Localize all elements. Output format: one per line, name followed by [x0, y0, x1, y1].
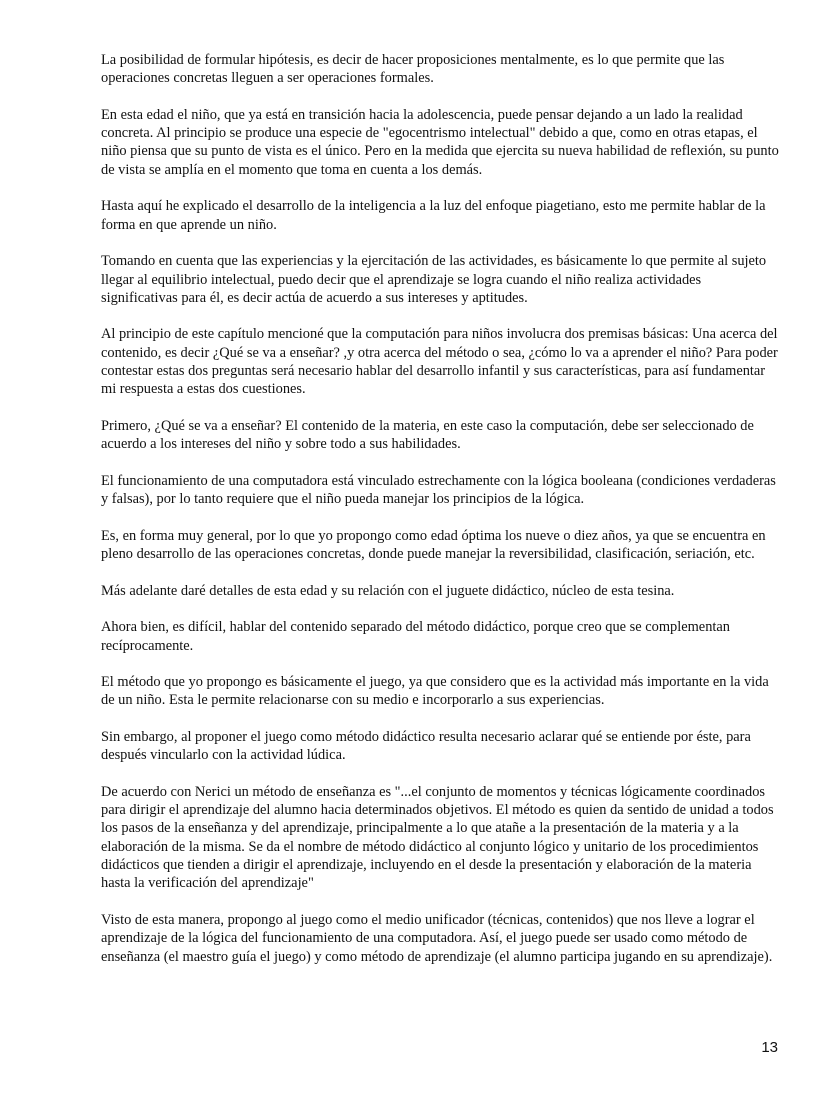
paragraph: Es, en forma muy general, por lo que yo propongo como edad óptima los nueve o diez años, ya que se encuentra en pleno desarrollo de las operaciones concretas, donde puede manejar la reversibilidad, clasificación, seriación, etc.: [101, 527, 766, 563]
page-number: 13: [761, 1039, 778, 1056]
paragraph: La posibilidad de formular hipótesis, es decir de hacer proposiciones mentalmente, es lo que permite que las operaciones concretas lleguen a ser operaciones formales.: [101, 52, 725, 87]
page-body: [101, 51, 781, 984]
paragraph: Sin embargo, al proponer el juego como método didáctico resulta necesario aclarar qué se entiende por éste, para después vincularlo con la actividad lúdica.: [101, 728, 751, 764]
paragraph: Visto de esta manera, propongo al juego como el medio unificador (técnicas, contenidos) que nos lleve a lograr el aprendizaje de la lógica del funcionamiento de una computadora. Así, el juego puede ser usado como método de enseñanza (el maestro guía el juego) y como método de aprendizaje (el alumno participa jugando en su aprendizaje).: [101, 911, 773, 965]
paragraph: Ahora bien, es difícil, hablar del contenido separado del método didáctico, porque creo que se complementan recíprocamente.: [101, 619, 730, 654]
paragraph: De acuerdo con Nerici un método de enseñanza es "...el conjunto de momentos y técnicas lógicamente coordinados para dirigir el aprendizaje del alumno hacia determinados objetivos. El método es quien da sentido de unidad a todos los pasos de la enseñanza y del aprendizaje, principalmente a lo que atañe a la presentación de la materia y a la elaboración de la misma. Se da el nombre de método didáctico al conjunto lógico y unitario de los procedimientos didácticos que tienden a dirigir el aprendizaje, incluyendo en el desde la presentación y elaboración de la materia hasta la verificación del aprendizaje": [101, 783, 774, 892]
paragraph: En esta edad el niño, que ya está en transición hacia la adolescencia, puede pensar dejando a un lado la realidad concreta. Al principio se produce una especie de "egocentrismo intelectual" debido a que, como en otras etapas, el niño piensa que su punto de vista es el único. Pero en la medida que ejercita su nueva habilidad de reflexión, su punto de vista se amplía en el momento que toma en cuenta a los demás.: [101, 106, 779, 178]
paragraph: El funcionamiento de una computadora está vinculado estrechamente con la lógica booleana (condiciones verdaderas y falsas), por lo tanto requiere que el niño pueda manejar los principios de la lógica.: [101, 472, 776, 508]
paragraph: Más adelante daré detalles de esta edad y su relación con el juguete didáctico, núcleo de esta tesina.: [101, 582, 675, 599]
paragraph: Hasta aquí he explicado el desarrollo de la inteligencia a la luz del enfoque piagetiano, esto me permite hablar de la forma en que aprende un niño.: [101, 198, 766, 233]
paragraph: Al principio de este capítulo mencioné que la computación para niños involucra dos premisas básicas: Una acerca del contenido, es decir ¿Qué se va a enseñar? ,y otra acerca del método o sea, ¿cómo lo va a aprender el niño? Para poder contestar estas dos preguntas será necesario hablar del desarrollo infantil y sus características, para así fundamentar mi respuesta a estas dos cuestiones.: [101, 326, 778, 398]
paragraph: Primero, ¿Qué se va a enseñar? El contenido de la materia, en este caso la computación, debe ser seleccionado de acuerdo a los intereses del niño y sobre todo a sus habilidades.: [101, 417, 754, 453]
paragraph: Tomando en cuenta que las experiencias y la ejercitación de las actividades, es básicamente lo que permite al sujeto llegar al equilibrio intelectual, puedo decir que el aprendizaje se logra cuando el niño realiza actividades significativas para él, es decir actúa de acuerdo a sus intereses y aptitudes.: [101, 253, 767, 306]
paragraph: El método que yo propongo es básicamente el juego, ya que considero que es la actividad más importante en la vida de un niño. Esta le permite relacionarse con su medio e incorporarlo a sus experiencias.: [101, 674, 769, 709]
